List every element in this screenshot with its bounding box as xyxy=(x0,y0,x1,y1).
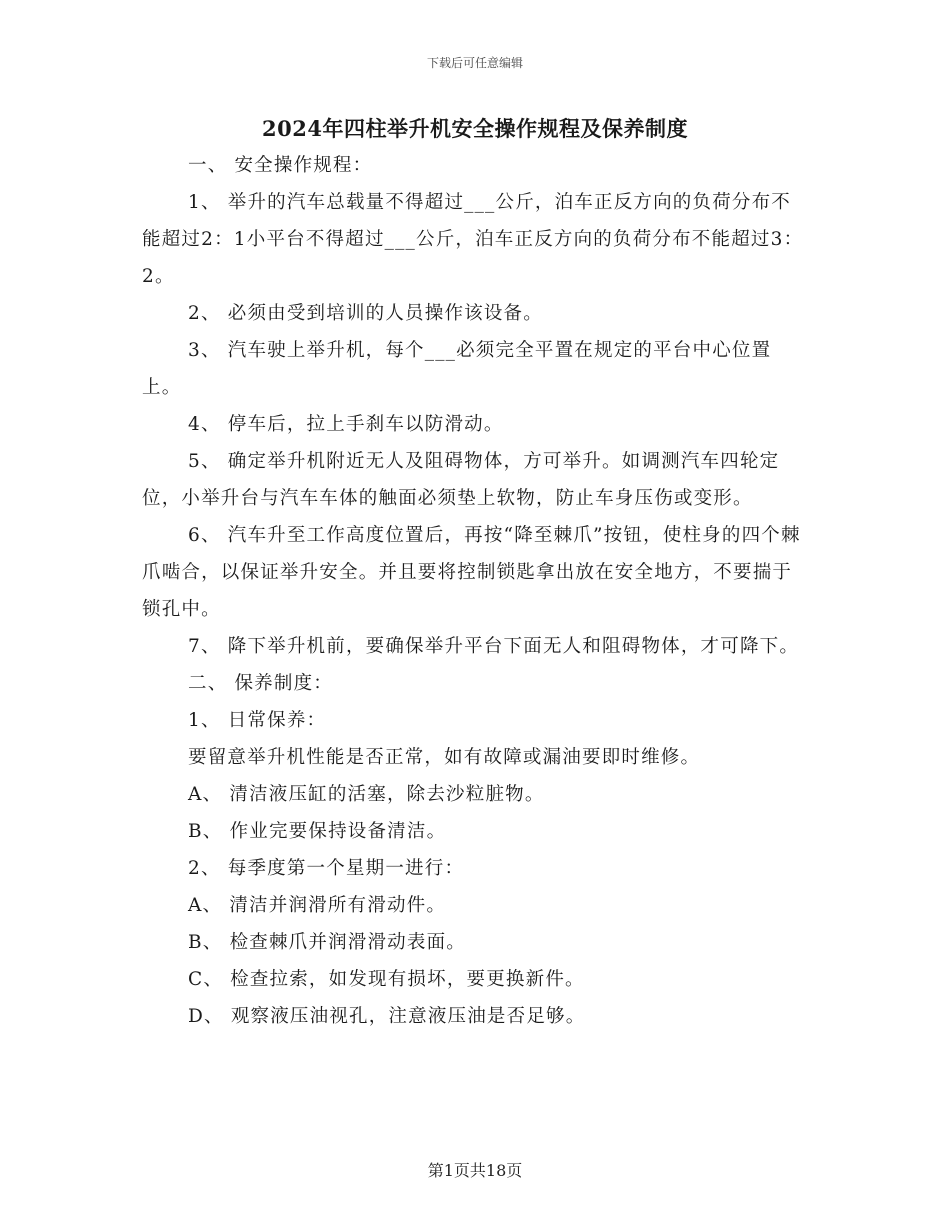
paragraph-3: 3、 汽车驶上举升机，每个___必须完全平置在规定的平台中心位置上。 xyxy=(142,340,772,398)
paragraph-quarterly-a: A、 清洁并润滑所有滑动件。 xyxy=(188,895,447,916)
paragraph-quarterly-c: C、 检查拉索，如发现有损坏，要更换新件。 xyxy=(188,969,585,990)
page-header-note: 下载后可任意编辑 xyxy=(426,56,523,70)
paragraph-daily-a: A、 清洁液压缸的活塞，除去沙粒脏物。 xyxy=(188,784,545,805)
paragraph-quarterly-b: B、 检查棘爪并润滑滑动表面。 xyxy=(188,932,466,953)
section-heading-safety: 一、 安全操作规程： xyxy=(188,155,373,176)
paragraph-6: 6、 汽车升至工作高度位置后，再按“降至棘爪”按钮，使柱身的四个棘爪啮合，以保证举升安全。并且要将控制锁匙拿出放在安全地方，不要揣于锁孔中。 xyxy=(142,525,801,620)
paragraph-quarterly: 2、 每季度第一个星期一进行： xyxy=(188,858,465,879)
page-number: 第1页共18页 xyxy=(427,1161,523,1180)
document-body xyxy=(142,147,810,1035)
paragraph-daily-note: 要留意举升机性能是否正常，如有故障或漏油要即时维修。 xyxy=(188,747,701,768)
section-heading-maintenance: 二、 保养制度： xyxy=(188,673,333,694)
paragraph-daily-b: B、 作业完要保持设备清洁。 xyxy=(188,821,447,842)
paragraph-7: 7、 降下举升机前，要确保举升平台下面无人和阻碍物体，才可降下。 xyxy=(188,636,800,657)
paragraph-daily-maintenance: 1、 日常保养： xyxy=(188,710,327,731)
paragraph-5: 5、 确定举升机附近无人及阻碍物体，方可举升。如调测汽车四轮定位，小举升台与汽车车体的触面必须垫上软物，防止车身压伤或变形。 xyxy=(142,451,780,509)
paragraph-quarterly-d: D、 观察液压油视孔，注意液压油是否足够。 xyxy=(188,1006,586,1027)
document-title: 2024年四柱举升机安全操作规程及保养制度 xyxy=(262,116,688,141)
paragraph-2: 2、 必须由受到培训的人员操作该设备。 xyxy=(188,303,543,324)
paragraph-1: 1、 举升的汽车总载量不得超过___公斤，泊车正反方向的负荷分布不能超过2：1小平台不得超过___公斤，泊车正反方向的负荷分布不能超过3：2。 xyxy=(142,192,804,287)
paragraph-4: 4、 停车后，拉上手刹车以防滑动。 xyxy=(188,414,504,435)
